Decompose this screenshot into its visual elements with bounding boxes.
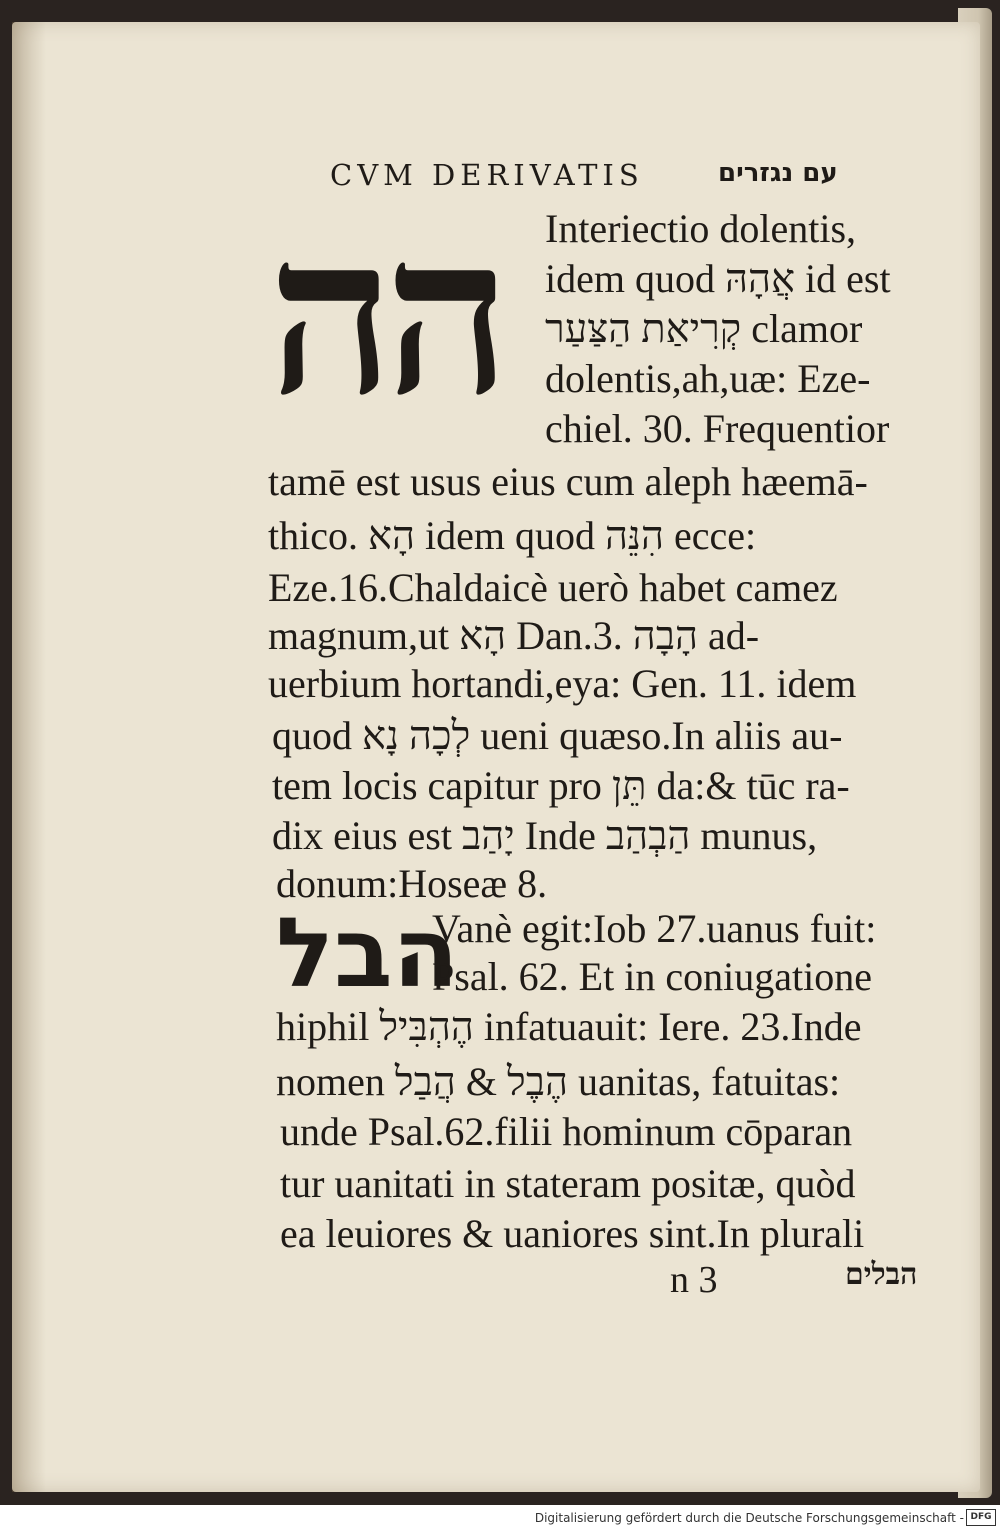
text-line-10: uerbium hortandi,eya: Gen. 11. idem <box>268 661 857 706</box>
text-line-6: tamē est usus eius cum aleph hæemā- <box>268 459 868 504</box>
text-line-13: dix eius est יָהַב Inde הַבְהַב munus, <box>272 813 818 858</box>
text-line-20: tur uanitati in stateram positæ, quòd <box>280 1161 856 1206</box>
text-line-8: Eze.16.Chaldaicè uerò habet camez <box>268 565 838 610</box>
text-line-2: idem quod אֲהָהּ id est <box>545 256 891 301</box>
text-line-4: dolentis,ah,uæ: Eze- <box>545 356 871 401</box>
text-line-7: thico. הָא idem quod הִנֵּה ecce: <box>268 513 757 558</box>
text-line-18: nomen הֶבֶל & הֲבַל uanitas, fatuitas: <box>276 1059 841 1104</box>
text-line-5: chiel. 30. Frequentior <box>545 406 890 451</box>
initial-glyphs: הה <box>268 185 502 444</box>
gutter-shadow <box>12 22 46 1492</box>
text-line-21: ea leuiores & uaniores sint.In plurali <box>280 1211 865 1256</box>
text-line-17: hiphil הֶהְבִּיל infatuauit: Iere. 23.Inde <box>276 1004 862 1049</box>
running-title: CVM DERIVATIS <box>330 158 644 192</box>
text-line-12: tem locis capitur pro תֵּן da:& tūc ra- <box>272 763 850 808</box>
text-line-16: Psal. 62. Et in coniugatione <box>432 954 872 999</box>
running-title-hebrew: עם נגזרים <box>718 158 838 188</box>
text-line-15: Vanè egit:Iob 27.uanus fuit: <box>432 906 877 951</box>
text-line-3: קְרִיאַת הַצַּעַר clamor <box>545 306 863 351</box>
decorative-initial-he-he <box>268 185 530 444</box>
text-line-11: quod לְכָה נָא ueni quæso.In aliis au- <box>272 713 843 758</box>
text-line-1: Interiectio dolentis, <box>545 206 857 251</box>
decorative-initial-hevel: הבל <box>276 897 459 1009</box>
catchword: הבלים <box>845 1258 918 1291</box>
dfg-logo: DFG <box>966 1509 996 1526</box>
text-line-14: donum:Hoseæ 8. <box>276 861 548 906</box>
text-line-9: magnum,ut הָא Dan.3. הָבָה ad- <box>268 613 760 658</box>
text-line-19: unde Psal.62.filii hominum cōparan <box>280 1109 853 1154</box>
signature-mark: n 3 <box>670 1259 718 1301</box>
footer-credit: Digitalisierung gefördert durch die Deutsche Forschungsgemeinschaft - <box>534 1511 964 1525</box>
